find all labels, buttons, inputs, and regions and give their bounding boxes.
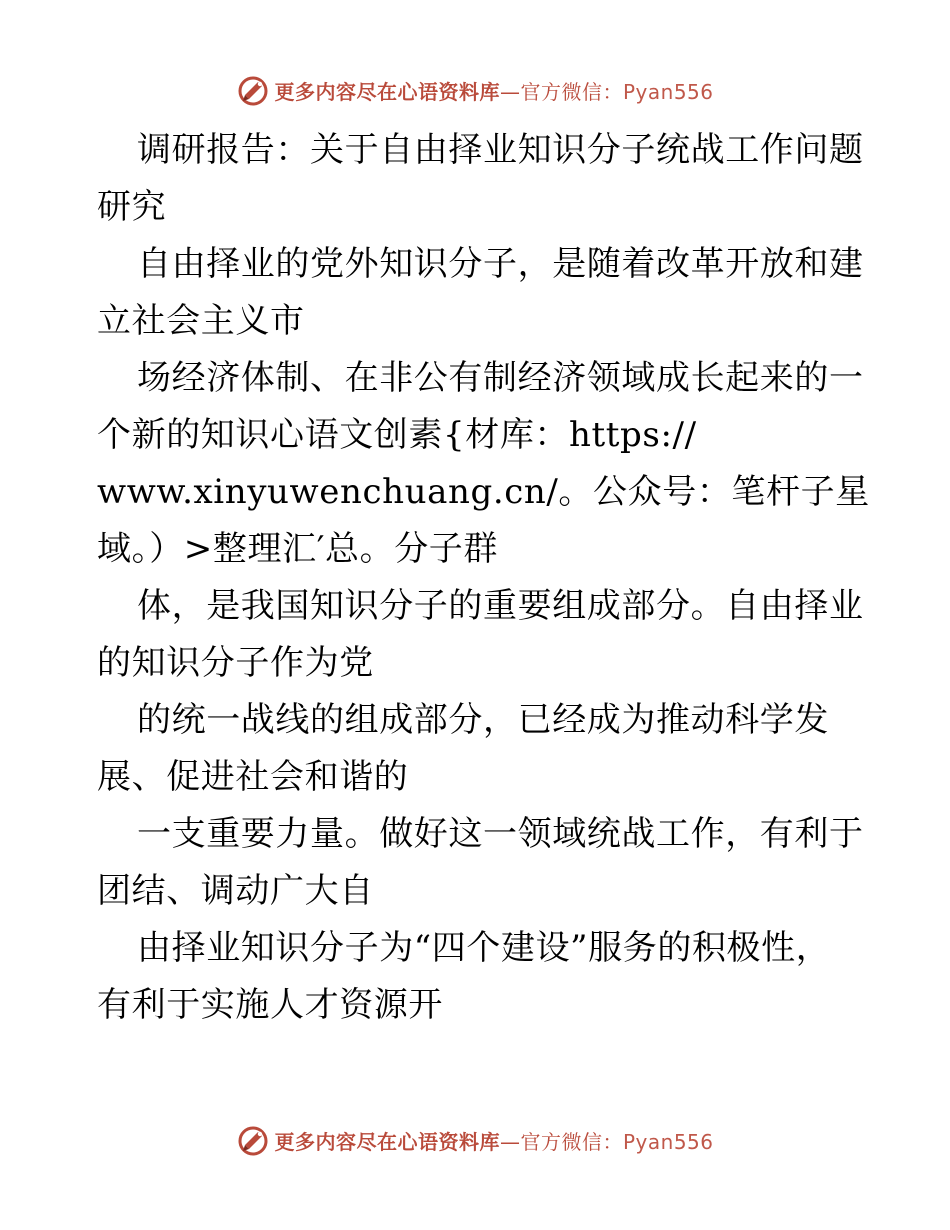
doc-line: 个新的知识心语文创素{材库：https:// — [97, 415, 697, 455]
footer-banner — [0, 1120, 950, 1160]
doc-line: 展、促进社会和谐的 — [97, 757, 409, 797]
header-banner-main: 更多内容尽在心语资料库 — [274, 79, 500, 104]
header-wechat-label: 官方微信： — [520, 79, 623, 104]
pen-logo-icon — [236, 1123, 270, 1157]
doc-line: 研究 — [97, 187, 167, 227]
header-wechat-id: Pyan556 — [622, 79, 714, 104]
doc-line: 一支重要力量。做好这一领域统战工作，有利于 — [137, 814, 864, 854]
footer-wechat-id: Pyan556 — [622, 1129, 714, 1154]
doc-line: 域。）>整理汇′总。分子群 — [97, 529, 499, 569]
pen-logo-icon — [236, 73, 270, 107]
doc-line: 体，是我国知识分子的重要组成部分。自由择业 — [137, 586, 864, 626]
header-banner-separator: — — [499, 79, 521, 104]
doc-line: 场经济体制、在非公有制经济领域成长起来的一 — [137, 358, 864, 398]
doc-line: www.xinyuwenchuang.cn/。公众号：笔杆子星 — [97, 472, 870, 512]
doc-line: 有利于实施人才资源开 — [97, 985, 443, 1025]
doc-line: 的知识分子作为党 — [97, 643, 374, 683]
footer-banner-separator: — — [499, 1129, 521, 1154]
footer-banner-main: 更多内容尽在心语资料库 — [274, 1129, 500, 1154]
footer-banner-text — [274, 1126, 713, 1155]
document-body — [97, 122, 870, 1034]
doc-line: 团结、调动广大自 — [97, 871, 374, 911]
doc-line: 的统一战线的组成部分，已经成为推动科学发 — [137, 700, 829, 740]
doc-line: 自由择业的党外知识分子，是随着改革开放和建 — [137, 244, 864, 284]
doc-line: 立社会主义市 — [97, 301, 305, 341]
header-banner — [0, 70, 950, 110]
footer-wechat-label: 官方微信： — [520, 1129, 623, 1154]
doc-line-title: 调研报告：关于自由择业知识分子统战工作问题 — [137, 130, 864, 170]
doc-line: 由择业知识分子为“四个建设”服务的积极性， — [137, 928, 831, 968]
header-banner-text — [274, 76, 713, 105]
